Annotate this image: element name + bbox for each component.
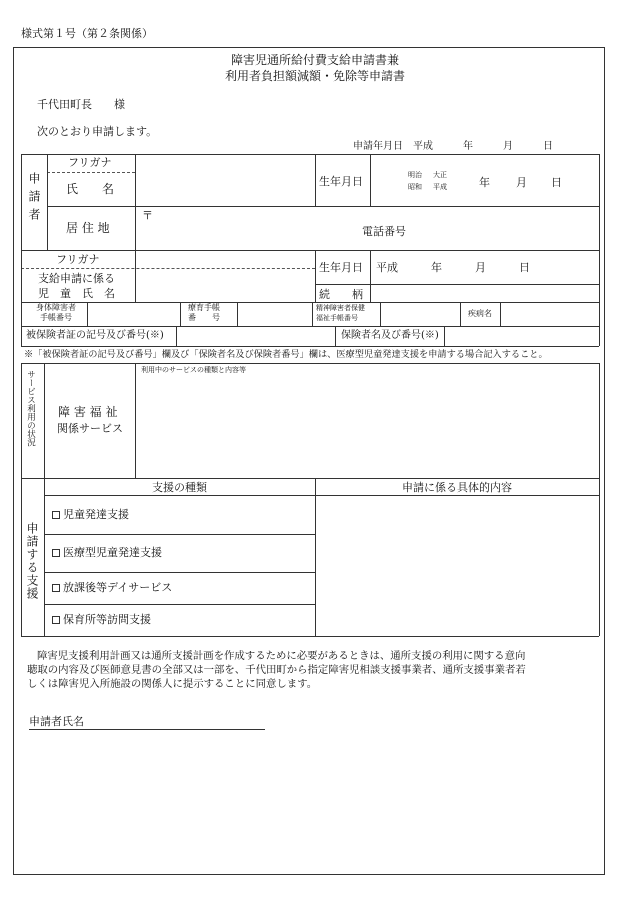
- support-content-header: 申請に係る具体的内容: [402, 481, 512, 494]
- checkbox-icon[interactable]: [52, 584, 60, 592]
- applicant-month-unit: 月: [516, 176, 527, 189]
- era-taisho: 大正: [433, 171, 447, 179]
- insurance-note: ※「被保険者証の記号及び番号」欄及び「保険者名及び保険者番号」欄は、医療型児童発達支援を申請する場合記入すること。: [24, 349, 548, 360]
- service-status-section-label: サービス利用の状況: [25, 370, 36, 447]
- applicant-name-field[interactable]: [136, 155, 314, 205]
- insured-number-label: 被保険者証の記号及び番号(※): [26, 330, 164, 341]
- applicant-address-label: 居 住 地: [66, 221, 110, 235]
- mental-handbook-label-line2: 福祉手帳番号: [316, 314, 358, 322]
- era-showa: 昭和: [408, 183, 422, 191]
- support-option-medical-child-development[interactable]: 医療型児童発達支援: [52, 547, 162, 558]
- consent-line3: しくは障害児入所施設の関係人に提示することに同意します。: [27, 678, 318, 690]
- child-birthdate-label: 生年月日: [319, 261, 363, 274]
- rehab-handbook-label-line1: 療育手帳: [188, 303, 220, 312]
- checkbox-icon[interactable]: [52, 616, 60, 624]
- welfare-service-label-line1: 障 害 福 祉: [58, 405, 118, 419]
- form-title-line1: 障害児通所給付費支給申請書兼: [230, 53, 399, 67]
- application-date[interactable]: 申請年月日 平成 年 月 日: [353, 141, 553, 152]
- service-content-field[interactable]: [136, 378, 598, 477]
- welfare-service-label-line2: 関係サービス: [57, 422, 123, 435]
- support-content-field[interactable]: [316, 496, 598, 635]
- postal-mark: 〒: [142, 209, 153, 222]
- disease-name-label: 疾病名: [468, 309, 492, 318]
- intro-text: 次のとおり申請します。: [37, 125, 158, 138]
- addressee: 千代田町長 様: [37, 98, 125, 111]
- era-heisei: 平成: [433, 183, 447, 191]
- signature-label: 申請者氏名: [29, 715, 84, 728]
- physical-handbook-label-line2: 手帳番号: [40, 313, 72, 322]
- mental-handbook-label-line1: 精神障害者保健: [316, 304, 365, 312]
- consent-line1: 障害児支援利用計画又は通所支援計画を作成するために必要があるときは、通所支援の利用に関する意向: [37, 650, 526, 662]
- applicant-birthdate-label: 生年月日: [319, 175, 363, 188]
- era-meiji: 明治: [408, 171, 422, 179]
- checkbox-icon[interactable]: [52, 549, 60, 557]
- checkbox-icon[interactable]: [52, 511, 60, 519]
- support-section-label: 申請する支援: [25, 522, 39, 600]
- support-option-child-development[interactable]: 児童発達支援: [52, 509, 129, 520]
- phone-label: 電話番号: [362, 225, 406, 238]
- insurer-label: 保険者名及び番号(※): [341, 330, 439, 341]
- applicant-year-unit: 年: [479, 176, 490, 189]
- rehab-handbook-label-line2: 番 号: [188, 313, 220, 322]
- child-name-field[interactable]: [136, 251, 314, 301]
- service-content-label: 利用中のサービスの種類と内容等: [141, 366, 246, 374]
- support-option-after-school-day-service[interactable]: 放課後等デイサービス: [52, 582, 172, 593]
- applicant-section-label: 申請者: [27, 172, 41, 226]
- consent-line2: 聴取の内容及び医師意見書の全部又は一部を、千代田町から指定障害児相談支援事業者、通所支援事業者若: [27, 664, 526, 676]
- applicant-name-label: 氏 名: [66, 182, 115, 196]
- child-name-label-line1: 支給申請に係る: [38, 272, 115, 285]
- signature-field[interactable]: [90, 712, 265, 728]
- form-title-line2: 利用者負担額減額・免除等申請書: [224, 69, 405, 83]
- child-birthdate-value[interactable]: 平成 年 月 日: [376, 261, 530, 274]
- support-option-nursery-visit[interactable]: 保育所等訪問支援: [52, 614, 151, 625]
- applicant-furigana-label: フリガナ: [68, 156, 112, 169]
- relationship-label: 続 柄: [319, 288, 363, 301]
- physical-handbook-label-line1: 身体障害者: [36, 303, 76, 312]
- child-furigana-label: フリガナ: [56, 253, 100, 266]
- applicant-day-unit: 日: [551, 176, 562, 189]
- child-name-label-line2: 児 童 氏 名: [38, 287, 115, 300]
- form-number: 様式第１号（第２条関係）: [21, 27, 153, 40]
- support-type-header: 支援の種類: [152, 481, 207, 494]
